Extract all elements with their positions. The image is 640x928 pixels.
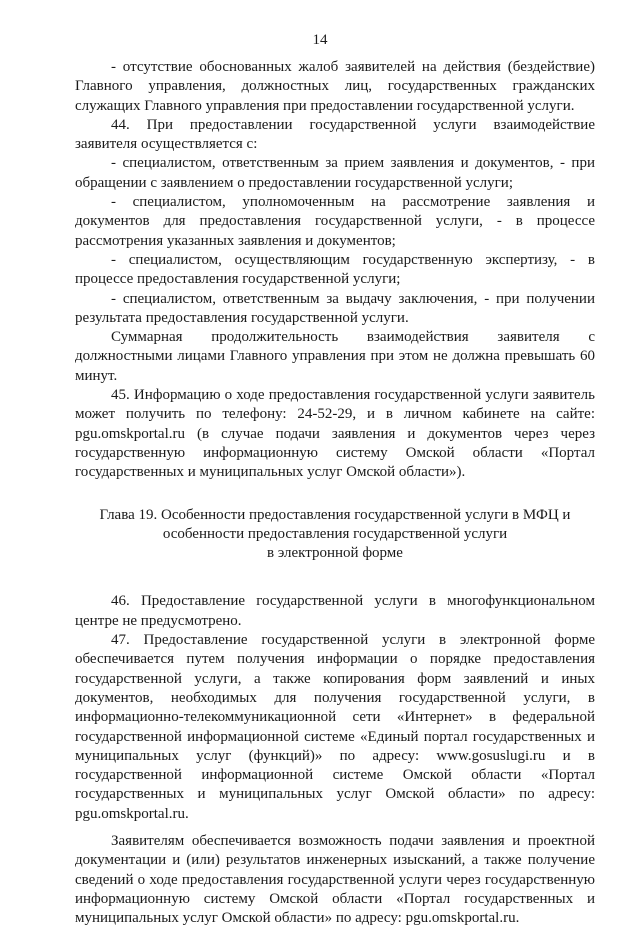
- paragraph-46-mfc: 46. Предоставление государственной услуги в многофункциональном центре не предусмотрено.: [75, 593, 595, 629]
- paragraph-applicants-possibility: Заявителям обеспечивается возможность подачи заявления и проектной документации и (или) результатов инженерных изысканий, а также получение сведений о ходе предоставления государственной услуги через государственную информационную систему Омской области «Портал государственных и муниципальных услуг Омской области» по адресу: pgu.omskportal.ru.: [75, 832, 595, 927]
- paragraph-44-interaction: 44. При предоставлении государственной услуги взаимодействие заявителя осуществляется с:: [75, 116, 595, 153]
- paragraph-no-complaints: - отсутствие обоснованных жалоб заявителей на действия (бездействие) Главного управления, должностных лиц, государственных гражданских служащих Главного управления при предоставлении государственной услуги.: [75, 59, 595, 114]
- paragraph-total-duration: Суммарная продолжительность взаимодействия заявителя с должностными лицами Главного управления при этом не должна превышать 60 минут.: [75, 329, 595, 384]
- chapter-19-heading: [75, 506, 595, 564]
- paragraph-expertise-specialist: - специалистом, осуществляющим государственную экспертизу, - в процессе предоставления государственной услуги;: [75, 251, 595, 288]
- chapter-heading-line-3: в электронной форме: [267, 545, 403, 562]
- paragraph-issuance-specialist: - специалистом, ответственным за выдачу заключения, - при получении результата предоставления государственной услуги.: [75, 290, 595, 326]
- chapter-heading-line-2: особенности предоставления государственной услуги: [162, 525, 508, 542]
- paragraph-47-electronic-form: 47. Предоставление государственной услуги в электронной форме обеспечивается путем получения информации о порядке предоставления государственной услуги, а также копирования форм заявлений и иных документов, необходимых для получения государственной услуги, в информационно-телекоммуникационной сети «Интернет» в федеральной государственной информационной системе «Единый портал государственных и муниципальных услуг (функций)» по адресу: www.gosuslugi.ru и в государственной информационной системе Омской области «Портал государственных и муниципальных услуг Омской области» по адресу: pgu.omskportal.ru.: [75, 632, 595, 822]
- paragraph-45-information: 45. Информацию о ходе предоставления государственной услуги заявитель может получить по телефону: 24-52-29, и в личном кабинете на сайте: pgu.omskportal.ru (в случае подачи заявления и документов через через государственную информационную систему Омской области «Портал государственных и муниципальных услуг Омской области»).: [75, 387, 595, 481]
- paragraph-reception-specialist: - специалистом, ответственным за прием заявления и документов, - при обращении с заявлением о предоставлении государственной услуги;: [75, 155, 595, 191]
- page-number: 14: [312, 32, 328, 48]
- chapter-heading-line-1: Глава 19. Особенности предоставления государственной услуги в МФЦ и: [99, 506, 571, 523]
- paragraph-review-specialist: - специалистом, уполномоченным на рассмотрение заявления и документов для предоставления государственной услуги, - в процессе рассмотрения указанных заявления и документов;: [75, 194, 595, 249]
- document-body: [75, 58, 595, 928]
